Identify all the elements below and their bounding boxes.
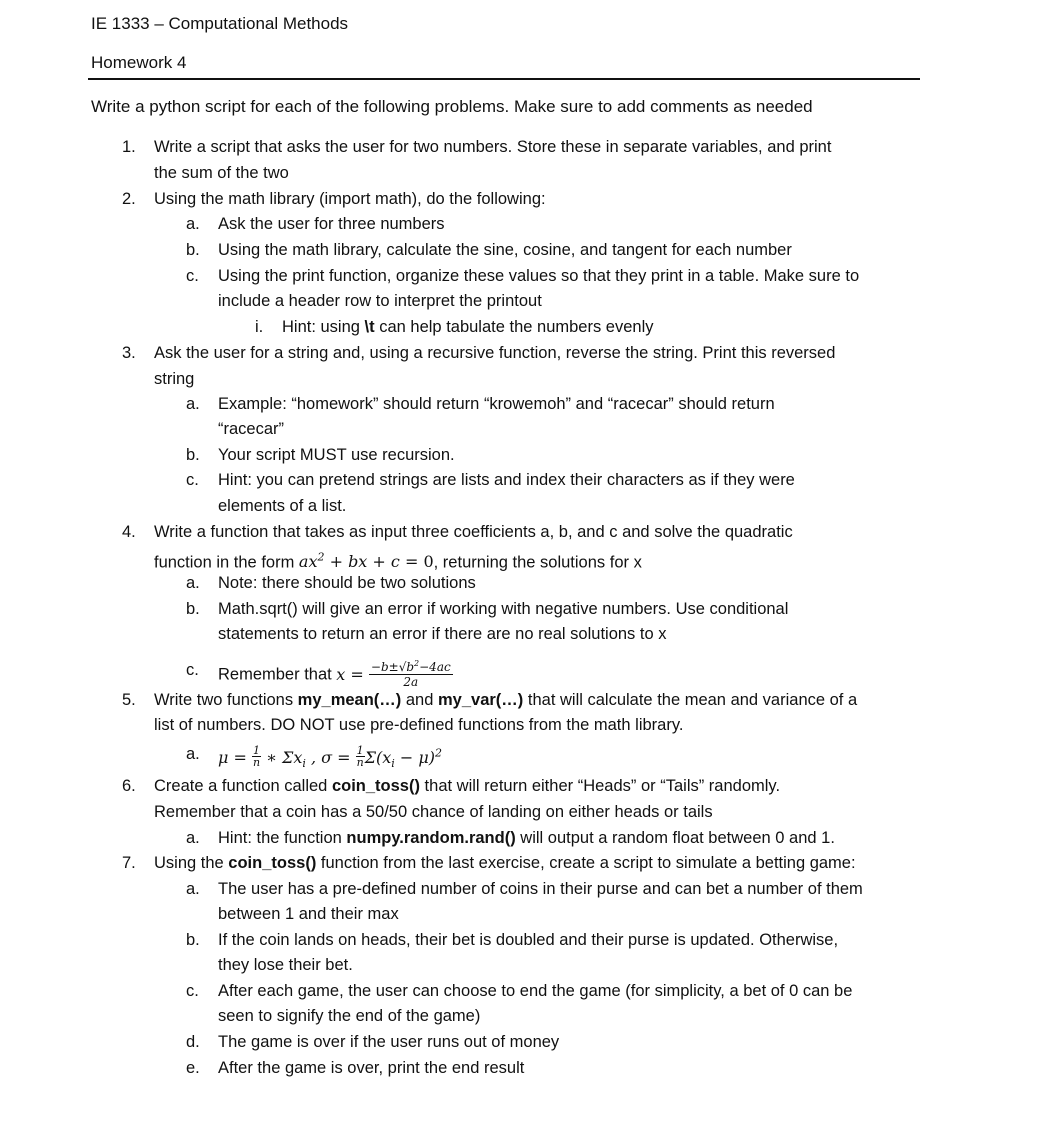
item-text: Example: “homework” should return “krowemoh” and “racecar” should return	[218, 395, 775, 413]
item-label: b.	[186, 241, 200, 259]
problem-number: 1.	[122, 138, 136, 156]
item-text: Ask the user for three numbers	[218, 215, 445, 233]
problem-text: Using the math library (import math), do the following:	[154, 190, 546, 208]
subitem-label: i.	[255, 318, 264, 336]
problem-text: Create a function called coin_toss() that will return either “Heads” or “Tails” randomly.	[154, 777, 781, 795]
problem-text: Write a function that takes as input three coefficients a, b, and c and solve the quadratic	[154, 523, 793, 541]
problem-text: string	[154, 370, 195, 388]
item-text: Note: there should be two solutions	[218, 574, 476, 592]
item-text: “racecar”	[218, 420, 285, 438]
item-label: c.	[186, 661, 199, 679]
item-text: Using the print function, organize these values so that they print in a table. Make sure to	[218, 267, 860, 285]
problem-number: 3.	[122, 344, 136, 362]
problem-number: 6.	[122, 777, 136, 795]
item-text: include a header row to interpret the printout	[218, 292, 542, 310]
item-text: The user has a pre-defined number of coins in their purse and can bet a number of them	[218, 880, 863, 898]
item-text: statements to return an error if there are no real solutions to x	[218, 625, 667, 643]
item-label: a.	[186, 574, 200, 592]
item-label: b.	[186, 600, 200, 618]
item-text: they lose their bet.	[218, 956, 353, 974]
mean-variance-formula: μ = $\frac{1}{n}$ ∗ $\Sigma x_i$ , σ = $\frac{1}{n}$ $\Sigma(x_i - \mu)^2$	[218, 744, 442, 771]
item-label: a.	[186, 829, 200, 847]
item-text: Using the math library, calculate the sine, cosine, and tangent for each number	[218, 241, 792, 259]
item-text: After the game is over, print the end result	[218, 1059, 525, 1077]
item-text: between 1 and their max	[218, 905, 399, 923]
item-label: d.	[186, 1033, 200, 1051]
item-label: a.	[186, 745, 200, 763]
item-label: a.	[186, 395, 200, 413]
quadratic-formula: x = $\frac{-b\pm√b^2-4ac}{2a}$	[336, 659, 451, 689]
homework-title: Homework 4	[91, 53, 187, 72]
item-text: Math.sqrt() will give an error if working with negative numbers. Use conditional	[218, 600, 789, 618]
item-label: a.	[186, 215, 200, 233]
problem-number: 4.	[122, 523, 136, 541]
item-text: After each game, the user can choose to end the game (for simplicity, a bet of 0 can be	[218, 982, 853, 1000]
problem-text: function in the form $ax^2$ + bx + c = 0, returning the solutions for x	[154, 551, 642, 572]
item-label: b.	[186, 446, 200, 464]
item-text: The game is over if the user runs out of money	[218, 1033, 560, 1051]
problem-text: Remember that a coin has a 50/50 chance of landing on either heads or tails	[154, 803, 713, 821]
item-label: e.	[186, 1059, 200, 1077]
problem-number: 7.	[122, 854, 136, 872]
problem-text: the sum of the two	[154, 164, 289, 182]
item-label: c.	[186, 471, 199, 489]
item-label: c.	[186, 982, 199, 1000]
item-text: If the coin lands on heads, their bet is doubled and their purse is updated. Otherwise,	[218, 931, 839, 949]
item-text: Remember that x = $\frac{-b\pm√b^2-4ac}{2a}$	[218, 659, 451, 689]
hint-text: Hint: using \t can help tabulate the numbers evenly	[282, 318, 654, 336]
instructions: Write a python script for each of the following problems. Make sure to add comments as needed	[91, 97, 813, 116]
item-label: a.	[186, 880, 200, 898]
problem-text: Using the coin_toss() function from the last exercise, create a script to simulate a betting game:	[154, 854, 856, 872]
item-label: b.	[186, 931, 200, 949]
quadratic-equation: $ax^2$ + bx + c = 0	[298, 551, 434, 572]
item-text: Hint: you can pretend strings are lists and index their characters as if they were	[218, 471, 795, 489]
problem-text: Write a script that asks the user for two numbers. Store these in separate variables, and print	[154, 138, 832, 156]
problem-number: 2.	[122, 190, 136, 208]
header-rule	[88, 78, 920, 80]
item-text: Hint: the function numpy.random.rand() will output a random float between 0 and 1.	[218, 829, 835, 847]
item-text: seen to signify the end of the game)	[218, 1007, 481, 1025]
problem-number: 5.	[122, 691, 136, 709]
problem-text: list of numbers. DO NOT use pre-defined functions from the math library.	[154, 716, 684, 734]
item-text: elements of a list.	[218, 497, 347, 515]
item-text: Your script MUST use recursion.	[218, 446, 455, 464]
problem-text: Ask the user for a string and, using a recursive function, reverse the string. Print this reversed	[154, 344, 836, 362]
item-label: c.	[186, 267, 199, 285]
problem-text: Write two functions my_mean(…) and my_var(…) that will calculate the mean and variance of a	[154, 691, 858, 709]
course-title: IE 1333 – Computational Methods	[91, 14, 349, 33]
